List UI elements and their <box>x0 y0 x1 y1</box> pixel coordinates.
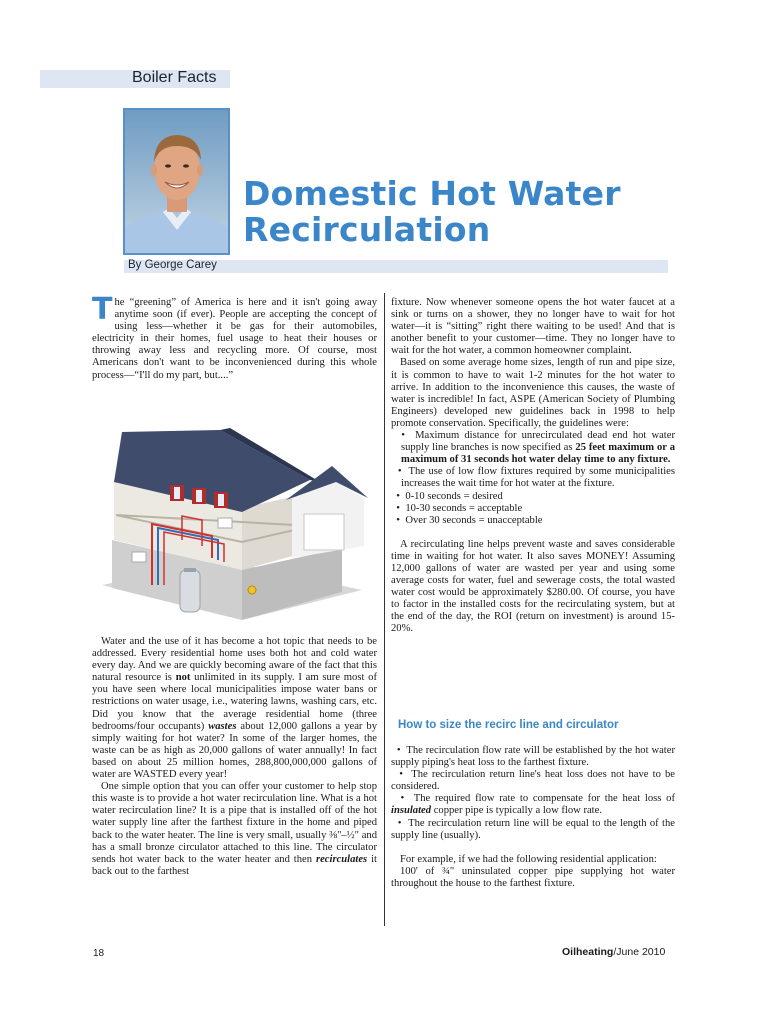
water-topic-paragraph: Water and the use of it has become a hot topic that needs to be addressed. Every residential home uses both hot and cold water every day. And we are quickly becoming aware of the fact that this natural resource is not unlimited in its supply. I am sure most of you have seen where local municipalities impose water bans or restrictions on water usage, i.e., watering lawns, washing cars, etc. Did you know that the average residential home (three bedrooms/four occupants) wastes about 12,000 gallons a year by simply waiting for hot water? In some of the larger homes, the waste can be as high as 20,000 gallons of water annually! In fact based on about 25 million homes, 288,800,000,000 gallons of water are WASTED every year! <box>92 636 378 781</box>
sizing-bullet-2: • The recirculation return line's heat loss does not have to be considered. <box>391 769 675 793</box>
page-number: 18 <box>93 948 105 959</box>
emphasis-not: not <box>175 672 191 684</box>
range-item: • Over 30 seconds = unacceptable <box>391 514 543 526</box>
house-cutaway-illustration <box>92 420 377 632</box>
section-label: Boiler Facts <box>132 69 217 86</box>
recirc-line-paragraph: One simple option that you can offer your customer to help stop this waste is to provide a hot water recirculation line. What is a hot water recirculation line? It is a pipe that is installed off of the hot water supply line after the farthest fixture in the home and piped back to the water heater. The line is very small, usually ⅜"–½" and has a small bronze circulator attached to this line. The circulator sends hot water back to the water heater and then recirculates it back out to the farthest <box>92 781 377 877</box>
intro-paragraph <box>92 292 377 382</box>
example-paragraph: For example, if we had the following residential application: <box>400 853 657 865</box>
sizing-bullet-3: • The required flow rate to compensate for the heat loss of insulated copper pipe is typically a low flow rate. <box>391 793 675 817</box>
wait-time-ranges <box>391 491 675 527</box>
title-line-1: Domestic Hot Water <box>243 174 621 213</box>
sizing-bullet-1: • The recirculation flow rate will be established by the hot water supply piping's heat loss to the farthest fixture. <box>391 745 675 769</box>
emphasis-insulated: insulated <box>391 805 432 817</box>
emphasis-recirculates: recirculates <box>315 853 368 865</box>
right-column-bottom <box>391 745 675 890</box>
magazine-name: Oilheating <box>562 946 614 958</box>
range-item: • 0-10 seconds = desired <box>391 490 503 502</box>
savings-paragraph: A recirculating line helps prevent waste and saves considerable time in waiting for hot water. It also saves MONEY! Assuming 12,000 gallons of water are wasted per year and using some average costs for water, fuel and sewerage costs, the total wasted water cost would be approximately $280.00. Of course, you have to factor in the installed costs for the recirculating system, but at the end of the day, the ROI (return on investment) is around 15-20%. <box>391 538 675 635</box>
house-diagram-image <box>92 420 377 632</box>
left-column-top <box>92 292 377 382</box>
title-line-2: Recirculation <box>243 210 491 249</box>
author-photo <box>123 108 230 255</box>
guideline-emphasis: 25 feet maximum or a maximum of 31 seconds hot water delay time to any fixture. <box>401 442 676 466</box>
intro-text: he “greening” of America is here and it isn't going away anytime soon (if ever). People are accepting the concept of using less—whether it be gas for their automobiles, electricity in their homes, fuel usage to heat their houses or throwing away less and recycling more. Of course, most Americans don't want to be inconvenienced during this whole process—“I'll do my part, but....” <box>92 297 377 381</box>
range-item: • 10-30 seconds = acceptable <box>391 502 523 514</box>
guidelines-paragraph: Based on some average home sizes, length of run and pipe size, it is common to have to wait 1-2 minutes for the hot water to arrive. In addition to the inconvenience this causes, the waste of water is incredible! In fact, ASPE (American Society of Plumbing Engineers) developed new guidelines back in 1998 to help promote conservation. Specifically, the guidelines were: <box>391 357 675 429</box>
right-column-top <box>391 297 675 636</box>
example-spec: 100' of ¾" uninsulated copper pipe supplying hot water throughout the house to the farthest fixture. <box>391 865 675 889</box>
column-divider <box>384 293 385 926</box>
byline: By George Carey <box>128 259 217 271</box>
fixture-paragraph: fixture. Now whenever someone opens the hot water faucet at a sink or turns on a shower, they no longer have to wait for hot water—it is “sitting” right there waiting to be used! And that is another benefit to your customer—time. They no longer have to wait for the hot water, a common homeowner complaint. <box>391 297 675 357</box>
drop-cap: T <box>92 292 113 327</box>
guideline-bullet-1: • Maximum distance for unrecirculated dead end hot water supply line branches is now specified as 25 feet maximum or a maximum of 31 seconds hot water delay time to any fixture. <box>391 430 676 466</box>
section-subheading: How to size the recirc line and circulator <box>398 719 619 731</box>
issue-date: /June 2010 <box>613 946 666 958</box>
emphasis-wastes: wastes <box>208 720 237 732</box>
author-portrait-image <box>125 110 228 253</box>
left-column-bottom <box>92 636 377 878</box>
guideline-bullet-2: • The use of low flow fixtures required by some municipalities increases the wait time for hot water at the fixture. <box>391 466 675 490</box>
sizing-bullet-4: • The recirculation return line will be equal to the length of the supply line (usually). <box>391 817 675 841</box>
article-title <box>243 176 703 248</box>
publication-footer <box>562 946 665 958</box>
